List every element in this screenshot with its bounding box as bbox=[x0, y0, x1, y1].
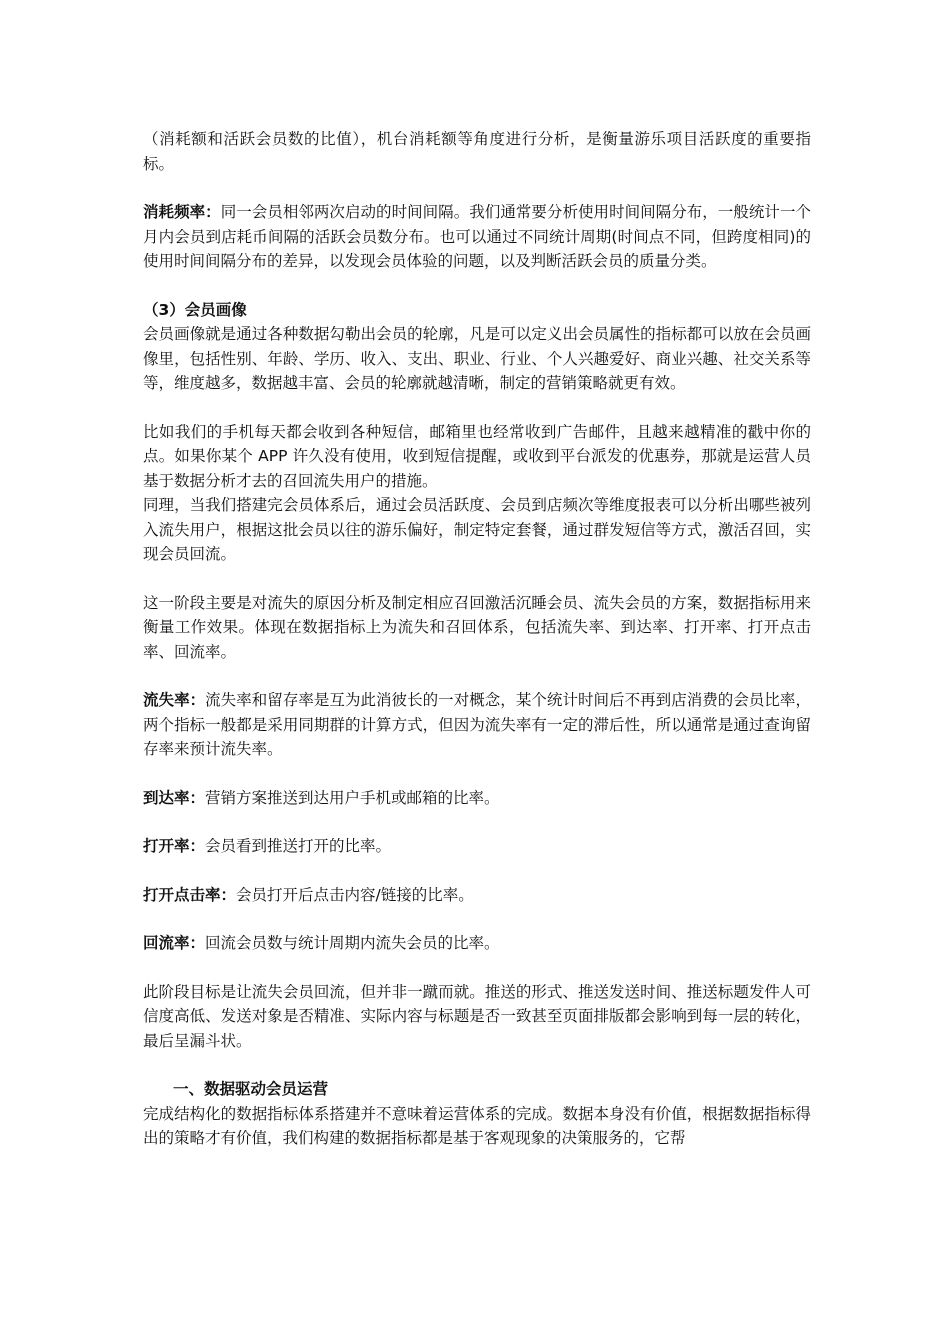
term-click-rate: 打开点击率： bbox=[143, 885, 237, 904]
paragraph-churn-stage: 这一阶段主要是对流失的原因分析及制定相应召回激活沉睡会员、流失会员的方案，数据指标用来衡量工作效果。体现在数据指标上为流失和召回体系，包括流失率、到达率、打开率、打开点击率、回流率。 bbox=[143, 593, 811, 661]
paragraph-arrival-rate bbox=[143, 786, 811, 811]
text-open-rate: 会员看到推送打开的比率。 bbox=[205, 837, 392, 855]
paragraph-data-driven: 完成结构化的数据指标体系搭建并不意味着运营体系的完成。数据本身没有价值，根据数据指标得出的策略才有价值，我们构建的数据指标都是基于客观现象的决策服务的，它帮 bbox=[143, 1104, 811, 1147]
term-consumption-frequency: 消耗频率： bbox=[143, 203, 221, 221]
section-heading-data-driven: 一、数据驱动会员运营 bbox=[173, 1080, 329, 1098]
text-consumption-frequency: 同一会员相邻两次启动的时间间隔。我们通常要分析使用时间间隔分布，一般统计一个月内会员到店耗币间隔的活跃会员数分布。也可以通过不同统计周期(时间点不同，但跨度相同)的使用时间间隔分布的差异，以发现会员体验的问题，以及判断活跃会员的质量分类。 bbox=[143, 203, 811, 270]
text-churn-rate: 流失率和留存率是互为此消彼长的一对概念，某个统计时间后不再到店消费的会员比率，两个指标一般都是采用同期群的计算方式，但因为流失率有一定的滞后性，所以通常是通过查询留存率来预计流失率。 bbox=[143, 691, 811, 758]
paragraph-consumption-frequency bbox=[143, 200, 811, 274]
term-return-rate: 回流率： bbox=[143, 934, 206, 952]
paragraph-open-rate bbox=[143, 834, 811, 859]
paragraph-churn-rate bbox=[143, 688, 811, 762]
paragraph-consumption-ratio: （消耗额和活跃会员数的比值），机台消耗额等角度进行分析，是衡量游乐项目活跃度的重要指标。 bbox=[143, 130, 811, 173]
term-churn-rate: 流失率： bbox=[143, 691, 206, 709]
term-arrival-rate: 到达率： bbox=[143, 788, 206, 807]
paragraph-click-rate bbox=[143, 883, 811, 908]
text-arrival-rate: 营销方案推送到达用户手机或邮箱的比率。 bbox=[205, 788, 500, 807]
section-heading-member-profile: （3）会员画像 bbox=[143, 300, 247, 319]
paragraph-member-recall: 同理，当我们搭建完会员体系后，通过会员活跃度、会员到店频次等维度报表可以分析出哪些被列入流失用户，根据这批会员以往的游乐偏好，制定特定套餐，通过群发短信等方式，激活召回，实现会员回流。 bbox=[143, 496, 811, 563]
document-page bbox=[143, 127, 811, 1151]
paragraph-return-rate bbox=[143, 931, 811, 956]
term-open-rate: 打开率： bbox=[143, 837, 206, 855]
paragraph-funnel: 此阶段目标是让流失会员回流，但并非一蹴而就。推送的形式、推送发送时间、推送标题发件人可信度高低、发送对象是否精准、实际内容与标题是否一致甚至页面排版都会影响到每一层的转化，最后呈漏斗状。 bbox=[143, 982, 811, 1050]
paragraph-member-profile: 会员画像就是通过各种数据勾勒出会员的轮廓，凡是可以定义出会员属性的指标都可以放在会员画像里，包括性别、年龄、学历、收入、支出、职业、行业、个人兴趣爱好、商业兴趣、社交关系等等，维度越多，数据越丰富、会员的轮廓就越清晰，制定的营销策略就更有效。 bbox=[143, 325, 811, 392]
text-return-rate: 回流会员数与统计周期内流失会员的比率。 bbox=[205, 934, 500, 952]
text-click-rate: 会员打开后点击内容/链接的比率。 bbox=[236, 885, 474, 904]
paragraph-sms-example: 比如我们的手机每天都会收到各种短信，邮箱里也经常收到广告邮件，且越来越精准的戳中你的点。如果你某个 APP 许久没有使用，收到短信提醒，或收到平台派发的优惠券，那就是运营人员基于数据分析才去的召回流失用户的措施。 bbox=[143, 422, 811, 490]
